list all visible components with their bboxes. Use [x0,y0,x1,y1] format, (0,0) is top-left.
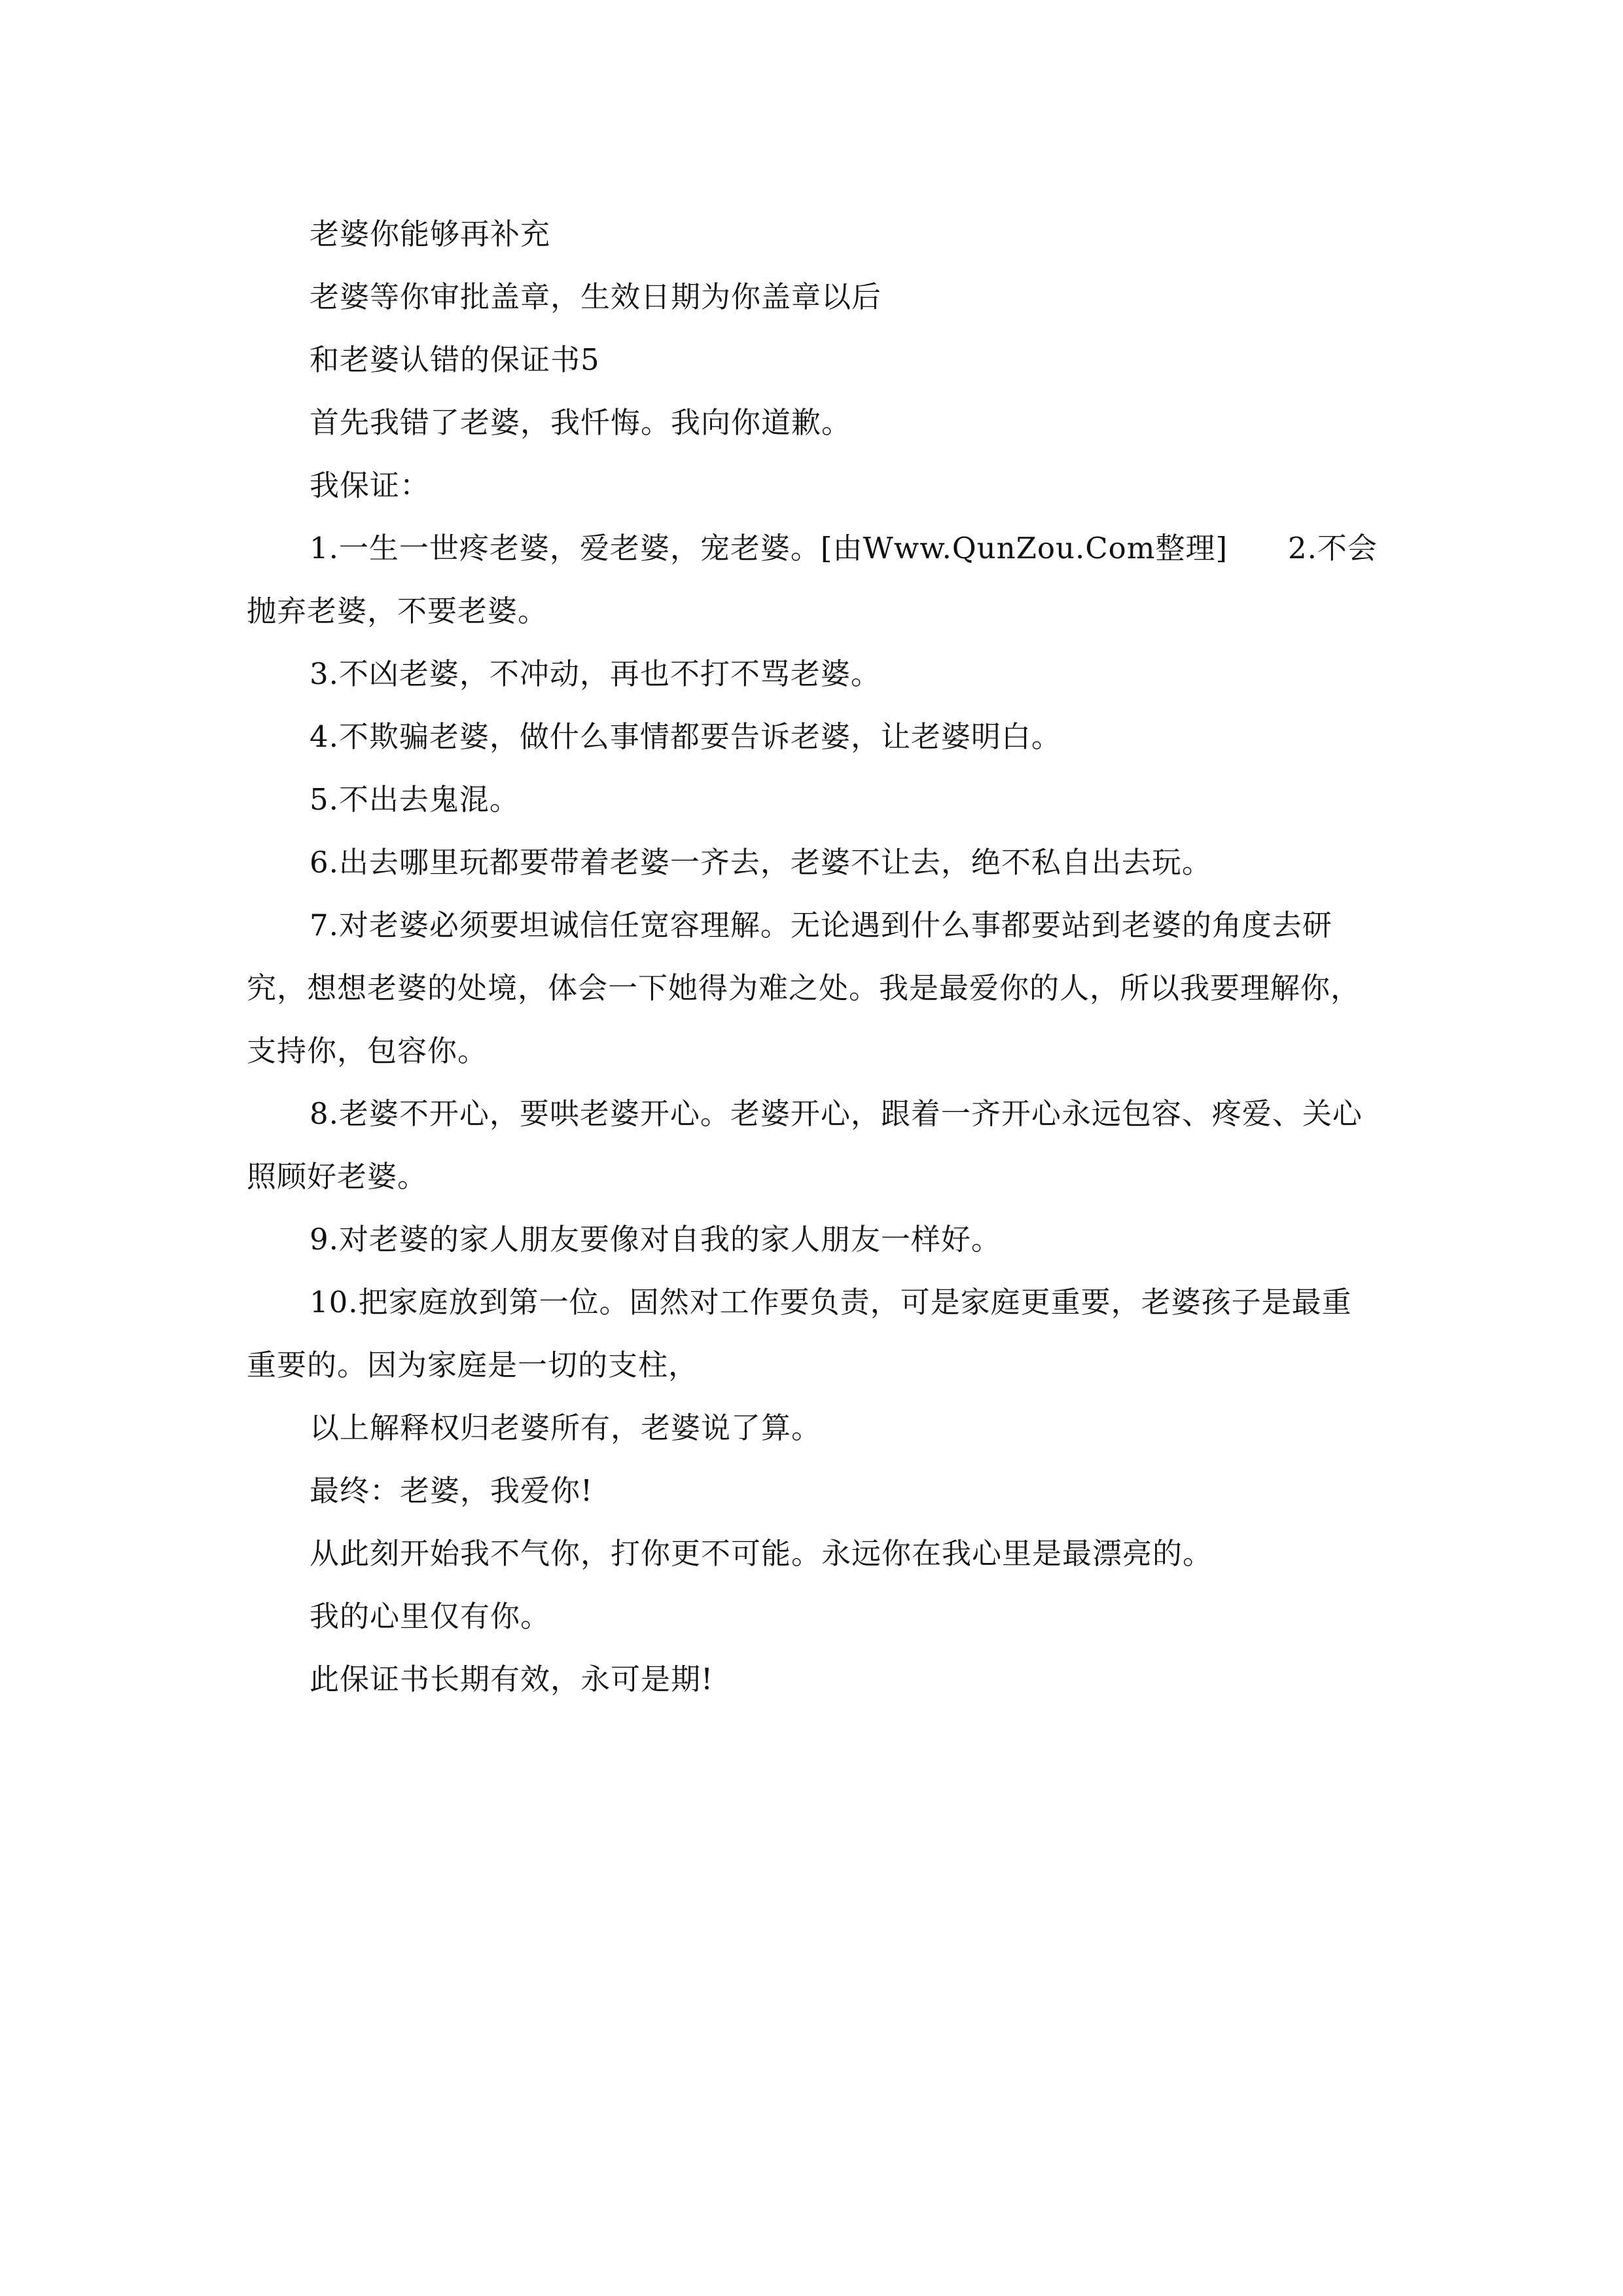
paragraph-final: 最终：老婆，我爱你! [310,1473,594,1508]
paragraph-supplement: 老婆你能够再补充 [310,217,551,251]
paragraph-pledge-intro: 我保证： [310,468,431,503]
section-heading: 和老婆认错的保证书5 [310,342,600,377]
document-body [247,203,1379,1711]
list-item-4: 4.不欺骗老婆，做什么事情都要告诉老婆，让老婆明白。 [310,719,1061,754]
list-item-3: 3.不凶老婆，不冲动，再也不打不骂老婆。 [310,656,881,691]
paragraph-approval: 老婆等你审批盖章，生效日期为你盖章以后 [310,279,882,314]
paragraph-apology: 首先我错了老婆，我忏悔。我向你道歉。 [310,405,852,440]
paragraph-only-you: 我的心里仅有你。 [310,1599,551,1634]
list-item-8: 8.老婆不开心，要哄老婆开心。老婆开心，跟着一齐开心永远包容、疼爱、关心照顾好老婆。 [247,1096,1363,1194]
list-item-7: 7.对老婆必须要坦诚信任宽容理解。无论遇到什么事都要站到老婆的角度去研究，想想老婆的处境，体会一下她得为难之处。我是最爱你的人，所以我要理解你，支持你，包容你。 [247,908,1361,1068]
paragraph-promise: 从此刻开始我不气你，打你更不可能。永远你在我心里是最漂亮的。 [310,1536,1213,1571]
list-item-5: 5.不出去鬼混。 [310,782,520,817]
list-item-9: 9.对老婆的家人朋友要像对自我的家人朋友一样好。 [310,1222,1001,1257]
paragraph-interpretation: 以上解释权归老婆所有，老婆说了算。 [310,1410,822,1445]
list-item-1-2: 1.一生一世疼老婆，爱老婆，宠老婆。[由Www.QunZou.Com整理] 2.不会抛弃老婆，不要老婆。 [247,531,1378,628]
list-item-10: 10.把家庭放到第一位。固然对工作要负责，可是家庭更重要，老婆孩子是最重重要的。因为家庭是一切的支柱， [247,1285,1352,1382]
list-item-6: 6.出去哪里玩都要带着老婆一齐去，老婆不让去，绝不私自出去玩。 [310,845,1212,880]
paragraph-validity: 此保证书长期有效，永可是期! [310,1662,714,1696]
